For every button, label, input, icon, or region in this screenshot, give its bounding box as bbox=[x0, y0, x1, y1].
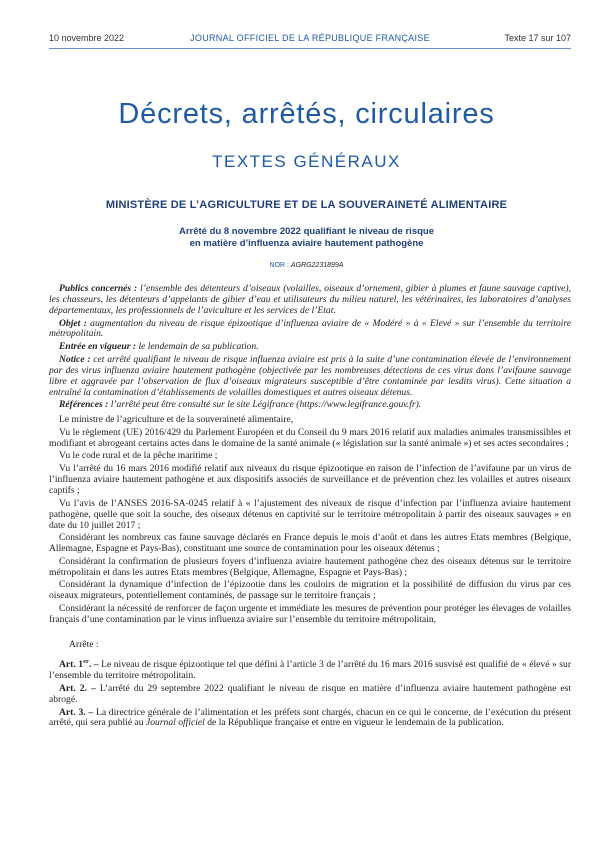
visa-paragraph: Vu l’arrêté du 16 mars 2016 modifié relatif aux niveaux du risque épizootique en raison de l’infection de l’avifaune par un virus de l’influenza aviaire hautement pathogène et aux dispositifs associés de surveillance et de prévention chez les volailles et autres oiseaux captifs ; bbox=[49, 463, 571, 496]
considerant-paragraph: Considérant la confirmation de plusieurs foyers d’influenza aviaire hautement pathogène chez des oiseaux détenus sur le territoire métropolitain et dans les autres Etats membres (Belgique, Allemagne, Espagne et Pays-Bas) ; bbox=[49, 555, 571, 578]
text-reference: Texte 17 sur 107 bbox=[504, 33, 571, 43]
article-2 bbox=[49, 684, 571, 706]
objet-text: augmentation du niveau de risque épizootique d’influenza aviaire de « Modéré » à « Elevé » sur l’ensemble du territoire métropolitain. bbox=[49, 317, 571, 340]
ministry-title: MINISTÈRE DE L’AGRICULTURE ET DE LA SOUVERAINETÉ ALIMENTAIRE bbox=[105, 199, 508, 211]
page-header bbox=[49, 33, 571, 45]
visa-paragraph: Le ministre de l’agriculture et de la souveraineté alimentaire, bbox=[59, 414, 294, 426]
visa-paragraph: Vu le code rural et de la pêche maritime ; bbox=[59, 450, 218, 462]
summary-references bbox=[49, 400, 571, 411]
journal-officiel-link: Journal officiel bbox=[145, 717, 205, 729]
vigueur-text: le lendemain de sa publication. bbox=[138, 341, 259, 353]
article-1-dash: . – bbox=[88, 658, 99, 670]
arrete-title-line-2: en matière d’influenza aviaire hautement pathogène bbox=[189, 237, 424, 249]
article-3-label bbox=[59, 707, 93, 718]
publication-date: 10 novembre 2022 bbox=[49, 33, 125, 43]
main-title: Décrets, arrêtés, circulaires bbox=[118, 98, 495, 130]
visa-paragraph: Vu l’avis de l’ANSES 2016-SA-0245 relatif à « l’ajustement des niveaux de risque d’infection par l’influenza aviaire hautement pathogène, quelle que soit la souche, des oiseaux détenus en captivité sur le territoire métropolitain à partir des oiseaux sauvages » en date du 10 juillet 2017 ; bbox=[49, 497, 571, 531]
summary-publics bbox=[49, 284, 571, 317]
article-2-text: L’arrêté du 29 septembre 2022 qualifiant le niveau de risque en matière d’influenza aviaire hautement pathogène est abrogé. bbox=[49, 682, 572, 705]
document-body bbox=[49, 284, 571, 731]
references-text: l’arrêté peut être consulté sur le site Légifrance (https://www.legifrance.gouv.fr). bbox=[110, 399, 422, 411]
article-1 bbox=[49, 657, 571, 682]
article-3-dash: – bbox=[85, 706, 94, 718]
notice-label: Notice : bbox=[59, 353, 91, 365]
summary-objet bbox=[49, 319, 571, 341]
vigueur-label: Entrée en vigueur : bbox=[59, 341, 137, 353]
article-1-label bbox=[59, 659, 99, 670]
publics-text: l’ensemble des détenteurs d’oiseaux (volailles, oiseaux d’ornement, gibier à plumes et faune sauvage captive), les chasseurs, les détenteurs d’appelants de gibier d’eau et utilisateurs du milieu naturel, les vétérinaires, les laboratoires d’analyses départementaux, les professionnels de l’aviculture et les services de l’Etat. bbox=[49, 283, 571, 316]
nor-code: AGRG2231899A bbox=[290, 262, 344, 269]
arrete-title bbox=[0, 226, 613, 249]
article-1-text: Le niveau de risque épizootique tel que défini à l’article 3 de l’arrêté du 16 mars 2016 susvisé est qualifié de « élevé » sur l’ensemble du territoire métropolitain. bbox=[49, 658, 572, 681]
article-1-sup: er bbox=[83, 657, 89, 665]
article-3 bbox=[49, 708, 571, 730]
article-3-text-b: de la République française et entre en vigueur le lendemain de la publication. bbox=[204, 717, 504, 729]
considerant-paragraph: Considérant la dynamique d’infection de l’épizootie dans les couloirs de migration et la possibilité de diffusion du virus par ces oiseaux migrateurs, potentiellement contaminés, de passage sur le territoire français ; bbox=[49, 579, 571, 602]
nor-label: NOR : bbox=[269, 262, 289, 269]
arrete-word: Arrête : bbox=[69, 638, 99, 650]
nor-reference bbox=[0, 262, 613, 269]
article-2-dash: – bbox=[86, 682, 96, 694]
journal-name: JOURNAL OFFICIEL DE LA RÉPUBLIQUE FRANÇAISE bbox=[190, 33, 430, 43]
article-2-number: Art. 2. bbox=[59, 682, 87, 694]
summary-notice bbox=[49, 355, 571, 399]
visa-paragraph: Vu le règlement (UE) 2016/429 du Parlement Européen et du Conseil du 9 mars 2016 relatif aux maladies animales transmissibles et modifiant et abrogeant certains actes dans le domaine de la santé animale (« législation sur la santé animale ») et ses actes secondaires ; bbox=[49, 426, 571, 449]
article-1-number: Art. 1 bbox=[59, 658, 84, 670]
considerant-paragraph: Considérant les nombreux cas faune sauvage déclarés en France depuis le mois d’août et dans les autres Etats membres (Belgique, Allemagne, Espagne et Pays-Bas), constituant une source de contamination pour les oiseaux détenus ; bbox=[49, 532, 571, 555]
objet-label: Objet : bbox=[59, 317, 87, 329]
considerant-paragraph: Considérant la nécessité de renforcer de façon urgente et immédiate les mesures de prévention pour protéger les élevages de volailles français d’une contamination par le virus influenza aviaire sur l’ensemble du territoire métropolitain, bbox=[49, 603, 571, 625]
article-2-label bbox=[59, 683, 96, 694]
article-3-text-a: La directrice générale de l’alimentation et les préfets sont chargés, chacun en ce qui le concerne, de l’exécution du présent arrêté, qui sera publié au bbox=[49, 706, 572, 729]
publics-label: Publics concernés : bbox=[59, 283, 138, 294]
notice-text: cet arrêté qualifiant le niveau de risque influenza aviaire est pris à la suite d’une contamination élevée de l’environnement par des virus influenza aviaire hautement pathogène (objectivée par les nombreuses détections de ces virus dans l’avifaune sauvage libre et aggravée par l’observation de flux d’oiseaux migrateurs susceptible d’être contaminée par lesdits virus). Cette situation a entraîné la contamination d’établissements de volailles domestiques et autres oiseaux détenus. bbox=[49, 353, 571, 398]
section-title: TEXTES GÉNÉRAUX bbox=[212, 152, 401, 171]
arrete-title-line-1: Arrêté du 8 novembre 2022 qualifiant le niveau de risque bbox=[178, 226, 434, 237]
references-label: Références : bbox=[59, 399, 109, 411]
article-3-number: Art. 3. bbox=[59, 706, 86, 718]
summary-vigueur bbox=[49, 342, 571, 353]
header-rule bbox=[49, 48, 571, 49]
